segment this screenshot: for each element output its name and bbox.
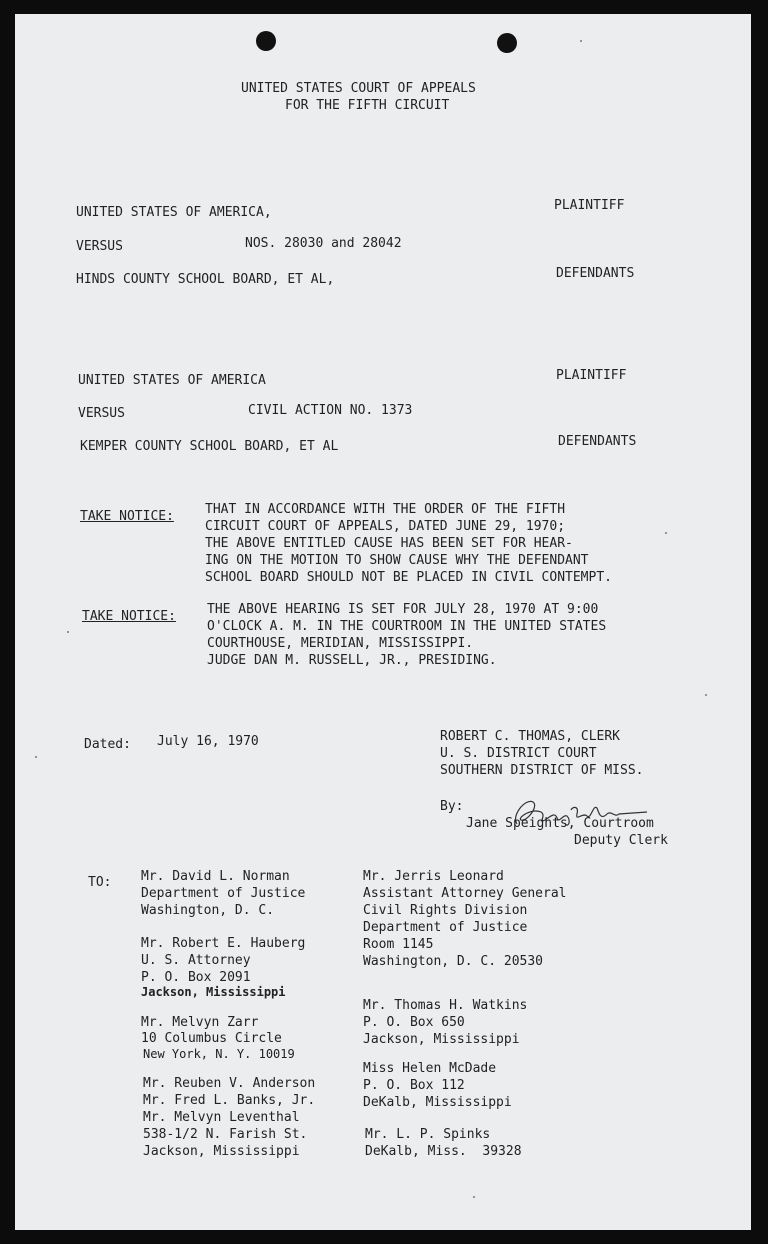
recipient-line: Department of Justice [141, 886, 306, 901]
notice2-line: THE ABOVE HEARING IS SET FOR JULY 28, 1970 AT 9:00 [207, 602, 599, 617]
recipient-line: P. O. Box 112 [363, 1078, 465, 1093]
speck [580, 40, 582, 42]
recipient-line: Mr. Thomas H. Watkins [363, 998, 528, 1013]
notice2-line: JUDGE DAN M. RUSSELL, JR., PRESIDING. [207, 653, 497, 668]
recipient-line: Department of Justice [363, 920, 528, 935]
recipient-line: Mr. David L. Norman [141, 869, 290, 884]
notice2-label: TAKE NOTICE: [82, 609, 176, 624]
clerk-line: U. S. DISTRICT COURT [440, 746, 597, 761]
case2-defendant-name: KEMPER COUNTY SCHOOL BOARD, ET AL [80, 439, 339, 454]
case1-versus: VERSUS [76, 239, 123, 254]
speck [67, 631, 69, 633]
recipient-line: Jackson, Mississippi [141, 985, 286, 999]
recipient-line: Room 1145 [363, 937, 434, 952]
recipient-line: Mr. L. P. Spinks [365, 1127, 491, 1142]
recipient-line: Assistant Attorney General [363, 886, 567, 901]
speck [705, 694, 707, 696]
dated-value: July 16, 1970 [157, 734, 259, 749]
recipient-line: Miss Helen McDade [363, 1061, 497, 1076]
case1-plaintiff-role: PLAINTIFF [554, 198, 625, 213]
notice1-line: SCHOOL BOARD SHOULD NOT BE PLACED IN CIVIL CONTEMPT. [205, 570, 612, 585]
recipient-line: New York, N. Y. 10019 [143, 1047, 295, 1061]
recipient-line: Jackson, Mississippi [363, 1032, 520, 1047]
recipient-line: Mr. Melvyn Zarr [141, 1015, 259, 1030]
case2-plaintiff-role: PLAINTIFF [556, 368, 627, 383]
punch-hole-left [256, 31, 276, 51]
by-label: By: [440, 799, 464, 814]
speck [35, 756, 37, 758]
recipient-line: Mr. Melvyn Leventhal [143, 1110, 300, 1125]
recipient-line: Mr. Fred L. Banks, Jr. [143, 1093, 316, 1108]
punch-hole-right [497, 33, 517, 53]
recipient-line: DeKalb, Miss. 39328 [365, 1144, 522, 1159]
court-title-line-2: FOR THE FIFTH CIRCUIT [285, 98, 450, 113]
signer-name: Jane Speights, Courtroom [466, 816, 654, 831]
case1-numbers: NOS. 28030 and 28042 [245, 236, 402, 251]
recipient-line: 538-1/2 N. Farish St. [143, 1127, 308, 1142]
case1-plaintiff-name: UNITED STATES OF AMERICA, [76, 205, 272, 220]
notice1-line: CIRCUIT COURT OF APPEALS, DATED JUNE 29, 1970; [205, 519, 566, 534]
signer-title: Deputy Clerk [574, 833, 668, 848]
recipient-line: U. S. Attorney [141, 953, 251, 968]
notice1-line: THE ABOVE ENTITLED CAUSE HAS BEEN SET FOR HEAR- [205, 536, 573, 551]
case2-numbers: CIVIL ACTION NO. 1373 [248, 403, 413, 418]
case2-defendant-role: DEFENDANTS [558, 434, 637, 449]
recipient-line: Washington, D. C. [141, 903, 275, 918]
clerk-line: ROBERT C. THOMAS, CLERK [440, 729, 621, 744]
recipient-line: DeKalb, Mississippi [363, 1095, 512, 1110]
dated-label: Dated: [84, 737, 131, 752]
notice1-line: THAT IN ACCORDANCE WITH THE ORDER OF THE FIFTH [205, 502, 566, 517]
court-title-line-1: UNITED STATES COURT OF APPEALS [241, 81, 476, 96]
document-page [15, 14, 751, 1230]
recipient-line: Mr. Robert E. Hauberg [141, 936, 306, 951]
speck [473, 1196, 475, 1198]
notice1-label: TAKE NOTICE: [80, 509, 174, 524]
recipient-line: 10 Columbus Circle [141, 1031, 282, 1046]
recipient-line: P. O. Box 650 [363, 1015, 465, 1030]
recipient-line: Mr. Jerris Leonard [363, 869, 504, 884]
notice2-line: O'CLOCK A. M. IN THE COURTROOM IN THE UNITED STATES [207, 619, 607, 634]
recipient-line: Civil Rights Division [363, 903, 528, 918]
speck [665, 532, 667, 534]
clerk-line: SOUTHERN DISTRICT OF MISS. [440, 763, 644, 778]
to-label: TO: [88, 875, 112, 890]
recipient-line: Jackson, Mississippi [143, 1144, 300, 1159]
case2-plaintiff-name: UNITED STATES OF AMERICA [78, 373, 266, 388]
case1-defendant-name: HINDS COUNTY SCHOOL BOARD, ET AL, [76, 272, 335, 287]
case2-versus: VERSUS [78, 406, 125, 421]
recipient-line: Washington, D. C. 20530 [363, 954, 544, 969]
case1-defendant-role: DEFENDANTS [556, 266, 635, 281]
notice2-line: COURTHOUSE, MERIDIAN, MISSISSIPPI. [207, 636, 474, 651]
recipient-line: Mr. Reuben V. Anderson [143, 1076, 316, 1091]
notice1-line: ING ON THE MOTION TO SHOW CAUSE WHY THE DEFENDANT [205, 553, 589, 568]
recipient-line: P. O. Box 2091 [141, 970, 251, 985]
